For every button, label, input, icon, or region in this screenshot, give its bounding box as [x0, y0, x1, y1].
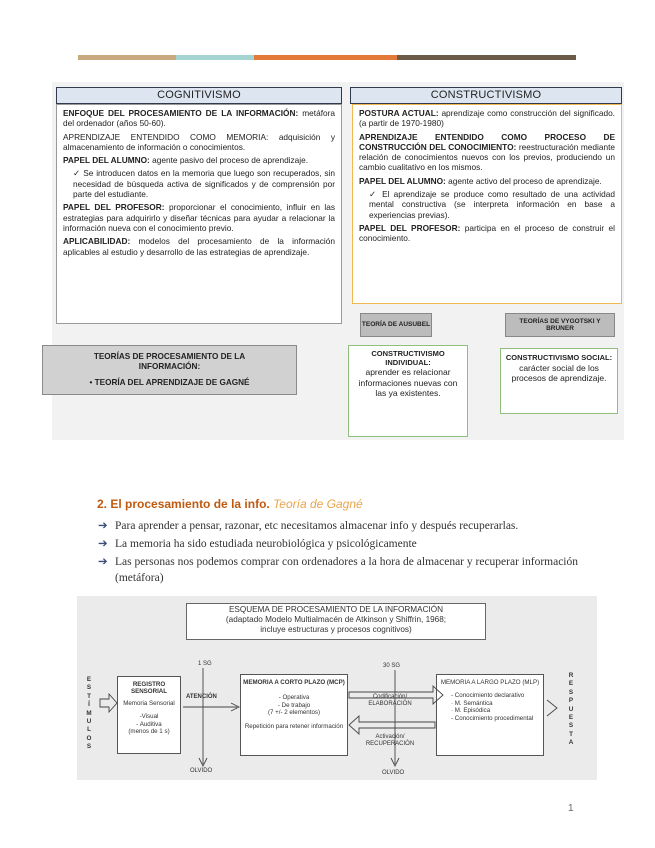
arrow-icon — [100, 694, 117, 712]
mcp-items: - Operativa - De trabajo (7 +/- 2 elementos) — [267, 694, 321, 717]
section-title-italic: Teoría de Gagné — [273, 497, 363, 511]
bullet-item: ➔ Para aprender a pensar, razonar, etc necesitamos almacenar info y después recuperarlas. — [98, 520, 519, 532]
gagne-item: • TEORÍA DEL APRENDIZAJE DE GAGNÉ — [89, 378, 250, 387]
ausubel-box: TEORÍA DE AUSUBEL — [360, 313, 432, 337]
registro-body: Memoria Sensorial — [123, 699, 175, 707]
constructivismo-social-box — [500, 348, 618, 414]
diagram-arrows — [77, 596, 597, 780]
arrow-icon: ➔ — [98, 520, 108, 532]
bullet-item: ➔ La memoria ha sido estudiada neurobiológica y psicológicamente — [98, 538, 417, 550]
social-title: CONSTRUCTIVISMO SOCIAL: — [505, 353, 613, 362]
constructivismo-header: CONSTRUCTIVISMO — [350, 87, 622, 104]
codificacion-label: Codificación/ ELABORACIÓN — [368, 694, 412, 707]
time-30sg: 30 SG — [383, 663, 401, 669]
arrow-icon — [349, 716, 435, 734]
cognitivismo-header: COGNITIVISMO — [56, 87, 342, 104]
top-color-strip — [78, 55, 576, 60]
mlp-items: - Conocimiento declarativo · M. Semántica · M. Episódica - Conocimiento procedimental — [451, 692, 534, 722]
postura-label: POSTURA ACTUAL: — [359, 108, 439, 118]
constructivismo-individual-box — [348, 345, 468, 437]
constructivismo-panel — [352, 104, 622, 304]
check-item: ✓ Se introducen datos en la memoria que luego son recuperados, sin necesidad de búsqueda activa de significados y de comprensión por parte del estudiante. — [73, 168, 335, 200]
arrow-icon: ➔ — [98, 556, 108, 568]
registro-title: REGISTRO SENSORIAL — [130, 681, 168, 696]
activacion-label: Activación/ RECUPERACIÓN — [365, 734, 415, 747]
respuesta-label: R E S P U E S T A — [568, 672, 574, 747]
profesor-text: proporcionar el conocimiento, influir en las estrategias para adquirirlo y diseñar técnicas para ayudar a relacionar la información nueva con el conocimiento previo. — [63, 202, 336, 233]
procesamiento-theories-box — [42, 345, 297, 395]
aplicabilidad-text: modelos del procesamiento de la información aplicables al estudio y desarrollo de las estrategias de aprendizaje. — [63, 236, 335, 257]
strip-segment-1 — [78, 55, 176, 60]
individual-title: CONSTRUCTIVISMO INDIVIDUAL: — [371, 349, 445, 367]
aprendizaje-memoria: APRENDIZAJE ENTENDIDO COMO MEMORIA: adquisición y almacenamiento de información o conocimientos. — [63, 131, 335, 152]
bullet-item: ➔ Las personas nos podemos comprar con ordenadores a la hora de almacenar y recuperar información (metáfora) — [98, 556, 578, 584]
mcp-title: MEMORIA A CORTO PLAZO (MCP) — [243, 679, 345, 686]
enfoque-text: metáfora del ordenador (años 50-60). — [63, 108, 335, 129]
arrow-icon — [547, 700, 557, 716]
mcp-repeticion: Repetición para retener información — [244, 722, 344, 730]
profesor-participa-label: PAPEL DEL PROFESOR: — [359, 222, 461, 233]
section-number: 2. — [97, 497, 108, 511]
section-title-text: El procesamiento de la info. — [110, 497, 270, 511]
enfoque-label: ENFOQUE DEL PROCESAMIENTO DE LA INFORMACIÓN: — [63, 108, 299, 118]
alumno-activo-text: agente activo del proceso de aprendizaje. — [448, 175, 602, 186]
strip-segment-4 — [397, 55, 576, 60]
postura-text: aprendizaje como construcción del significado. (a partir de 1970-1980) — [359, 108, 615, 129]
strip-segment-2 — [176, 55, 254, 60]
profesor-label: PAPEL DEL PROFESOR: — [63, 202, 165, 213]
construccion-text: reestructuración mediante relación de conocimientos nuevos con los previos, produciendo un cambio cualitativo en los mismos. — [359, 141, 615, 173]
alumno-label: PAPEL DEL ALUMNO: — [63, 155, 150, 166]
alumno-text: agente pasivo del proceso de aprendizaje. — [152, 155, 309, 166]
page-number: 1 — [568, 803, 574, 814]
procesamiento-title: TEORÍAS DE PROCESAMIENTO DE LA INFORMACIÓN: — [93, 352, 246, 371]
construccion-label: APRENDIZAJE ENTENDIDO COMO PROCESO DE CONSTRUCCIÓN DEL CONOCIMIENTO: — [359, 131, 615, 152]
strip-segment-3 — [254, 55, 397, 60]
vygotski-bruner-box: TEORÍAS DE VYGOTSKI Y BRUNER — [505, 313, 615, 337]
alumno-activo-label: PAPEL DEL ALUMNO: — [359, 175, 446, 186]
time-1sg: 1 SG — [198, 661, 212, 667]
arrow-icon — [349, 686, 443, 704]
individual-text: aprender es relacionar informaciones nuevas con las ya existentes. — [358, 367, 458, 398]
estimulos-label: E S T Í M U L O S — [86, 676, 92, 751]
section-title — [97, 497, 363, 511]
olvido-label-1: OLVIDO — [190, 768, 213, 774]
registro-items: -Visual - Auditiva (menos de 1 s) — [128, 713, 170, 736]
cognitivismo-panel — [56, 104, 342, 324]
check-item-constructivo: ✓ El aprendizaje se produce como resultado de una actividad mental constructiva (se interpreta información en base a experiencias previas). — [369, 189, 615, 220]
diagram-title-line2: (adaptado Modelo Multialmacén de Atkinson y Shiffrin, 1968; — [225, 615, 447, 624]
olvido-label-2: OLVIDO — [382, 770, 405, 776]
mlp-title: MEMORIA A LARGO PLAZO (MLP) — [440, 679, 540, 686]
diagram-title-line1: ESQUEMA DE PROCESAMIENTO DE LA INFORMACIÓN — [228, 605, 444, 614]
social-text: carácter social de los procesos de aprendizaje. — [511, 362, 607, 383]
aplicabilidad-label: APLICABILIDAD: — [63, 236, 131, 247]
bullet-list — [98, 518, 578, 586]
atencion-label: ATENCIÓN — [186, 694, 217, 700]
profesor-participa-text: participa en el proceso de construir el conocimiento. — [359, 222, 615, 244]
diagram-title-line3: incluye estructuras y procesos cognitivos) — [260, 625, 412, 634]
arrow-icon: ➔ — [98, 538, 108, 550]
